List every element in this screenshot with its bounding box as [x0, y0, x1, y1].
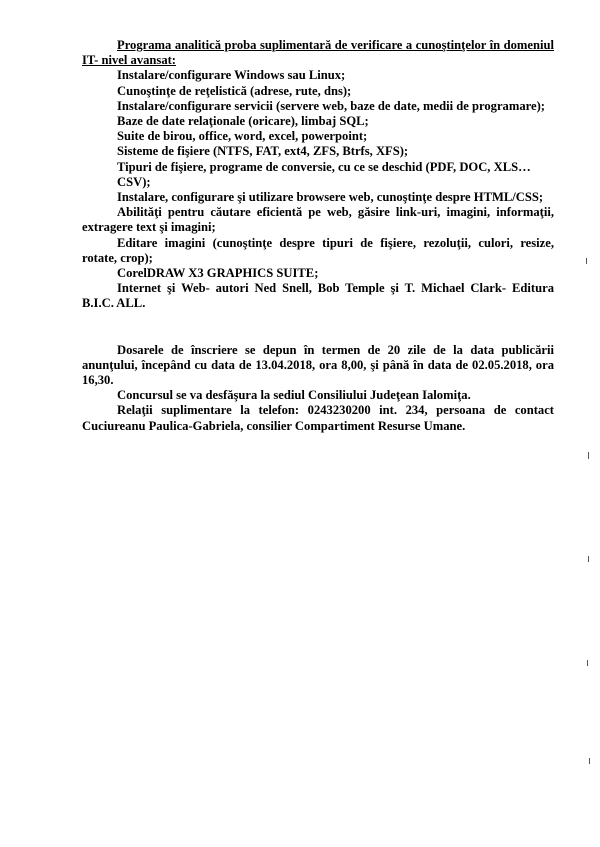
scan-mark	[588, 556, 589, 562]
heading-line-1: Programa analitică proba suplimentară de verificare a cunoştinţelor în domeniul	[117, 38, 554, 52]
list-item: CorelDRAW X3 GRAPHICS SUITE;	[117, 266, 319, 281]
list-item: Cunoştinţe de reţelistică (adrese, rute, dns);	[117, 83, 352, 98]
paragraph-contact-info: Relaţii suplimentare la telefon: 0243230200 int. 234, persoana de contact Cuciureanu Paulica-Gabriela, consilier Compartiment Resurse Umane.	[82, 403, 554, 433]
scan-mark	[589, 758, 590, 764]
heading-line-2: IT- nivel avansat:	[82, 53, 177, 68]
list-item: Suite de birou, office, word, excel, powerpoint;	[117, 129, 368, 144]
scan-mark	[586, 258, 587, 264]
scan-mark	[587, 660, 588, 666]
list-item: Editare imagini (cunoştinţe despre tipuri de fişiere, rezoluţii, culori, resize, rotate, crop);	[82, 235, 554, 265]
list-item: Tipuri de fişiere, programe de conversie, cu ce se deschid (PDF, DOC, XLS…CSV);	[117, 159, 531, 189]
scan-mark	[588, 452, 589, 459]
list-item: Instalare, configurare şi utilizare browsere web, cunoştinţe despre HTML/CSS;	[117, 190, 544, 205]
list-item: Sisteme de fişiere (NTFS, FAT, ext4, ZFS, Btrfs, XFS);	[117, 144, 409, 159]
list-item: Instalare/configurare Windows sau Linux;	[117, 68, 346, 83]
document-body	[82, 38, 554, 434]
list-item: Abilităţi pentru căutare eficientă pe web, găsire link-uri, imagini, informaţii, extragere text şi imagini;	[82, 205, 554, 235]
list-item: Instalare/configurare servicii (servere web, baze de date, medii de programare);	[117, 98, 545, 113]
list-item: Baze de date relaţionale (oricare), limbaj SQL;	[117, 114, 369, 129]
section-spacer	[82, 312, 554, 343]
document-heading	[82, 38, 554, 68]
paragraph-application-deadline: Dosarele de înscriere se depun în termen de 20 zile de la data publicării anunţului, începând cu data de 13.04.2018, ora 8,00, şi până în data de 02.05.2018, ora 16,30.	[82, 342, 554, 388]
paragraph-exam-location: Concursul se va desfăşura la sediul Consiliului Judeţean Ialomiţa.	[117, 388, 471, 403]
list-item: Internet şi Web- autori Ned Snell, Bob Temple şi T. Michael Clark- Editura B.I.C. ALL.	[82, 281, 554, 311]
